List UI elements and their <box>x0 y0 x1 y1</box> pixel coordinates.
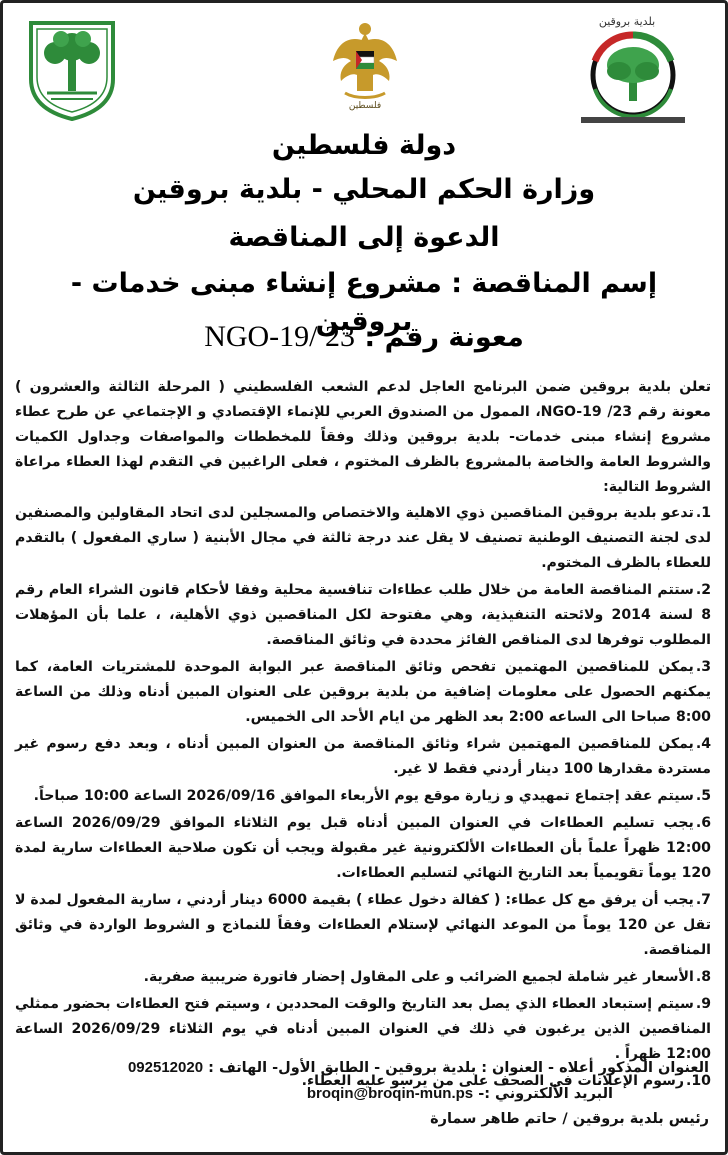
clauses-list <box>15 501 711 1094</box>
announcement-body <box>15 375 711 1096</box>
clause-item <box>15 965 711 990</box>
clause-text: رسوم الإعلانات في الصحف على من يرسو عليه العطاء. <box>301 1073 685 1089</box>
aid-label: معونة رقم : <box>364 322 524 353</box>
clause-item <box>15 655 711 730</box>
clause-number: 5. <box>695 788 711 804</box>
aid-number-line <box>23 317 705 365</box>
clause-text: سيتم عقد إجتماع تمهيدي و زيارة موقع يوم الأربعاء الموافق 2026/09/16 الساعة 10:00 صباحاً. <box>33 788 694 804</box>
clause-text: يجب تسليم العطاءات في العنوان المبين أدناه قبل يوم الثلاثاء الموافق 2026/09/29 الساعة 12:00 ظهراً علماً بأن العطاءات الألكترونية غير مقبولة ويجب أن تكون صلاحية العطاءات سارية لمدة 120 يوماً تقويمياً بعد التاريخ النهائي لتسليم العطاءات. <box>15 815 711 881</box>
clause-number: 3. <box>695 659 711 675</box>
clause-number: 2. <box>695 582 711 598</box>
clause-number: 9. <box>695 996 711 1012</box>
tender-name-title: إسم المناقصة : مشروع إنشاء مبنى خدمات - بروقين <box>70 268 658 337</box>
clause-text: سيتم إستبعاد العطاء الذي يصل بعد التاريخ والوقت المحددين ، وسيتم فتح العطاءات بحضور ممثلي المناقصين الذين يرغبون في ذلك في العنوان المبين أدناه في يوم الثلاثاء 2026/09/29 الساعة 12:00 ظهراً . <box>15 996 711 1062</box>
broqin-municipality-logo <box>573 17 693 125</box>
signature-line: رئيس بلدية بروقين / حاتم طاهر سمارة <box>430 1111 709 1127</box>
email-label: البريد الألكتروني :- <box>478 1086 613 1102</box>
palestine-eagle-logo <box>329 17 401 111</box>
ministry-title: وزارة الحكم المحلي - بلدية بروقين <box>132 174 596 205</box>
intro-paragraph: تعلن بلدية بروقين ضمن البرنامج العاجل لدعم الشعب الفلسطيني ( المرحلة الثالثة والعشرون ) معونة رقم NGO-19 /23، الممول من الصندوق العربي للإنماء الإقتصادي و الإجتماعي عن طرح عطاء مشروع إنشاء مبنى خدمات- بلدية بروقين وذلك وفقاً للمخططات والمواصفات وجداول الكميات والشروط العامة والخاصة بالمشروع بالظرف المختوم ، فعلى الراغبين في التقدم لهذا العطاء مراعاة الشروط التالية: <box>15 379 711 495</box>
clause-item <box>15 501 711 576</box>
eagle-emblem-icon <box>329 17 401 111</box>
address-line <box>19 1055 709 1081</box>
municipality-emblem-logo <box>25 17 119 123</box>
clause-text: تدعو بلدية بروقين المناقصين ذوي الاهلية والاختصاص والمسجلين لدى اتحاد المقاولين والمصنفين لدى لجنة التصنيف الوطنية تصنيف لا يقل عند درجة ثالثة في مجال الأبنية ( ساري المفعول ) بالتقدم للعطاء بالظرف المختوم. <box>15 505 711 571</box>
aid-number: NGO-19/ 23 <box>204 320 356 353</box>
clause-number: 4. <box>695 736 711 752</box>
email-address: broqin@broqin-mun.ps <box>306 1085 474 1102</box>
invitation-title: الدعوة إلى المناقصة <box>228 222 500 253</box>
emblem-caption: فلسطين <box>348 101 382 111</box>
clause-number: 8. <box>695 969 711 985</box>
tree-circle-logo-icon <box>573 17 693 125</box>
clause-item <box>15 732 711 782</box>
clause-number: 10. <box>686 1073 711 1089</box>
address-text: العنوان المذكور أعلاه - العنوان : بلدية بروقين - الطابق الأول- الهاتف : <box>208 1060 709 1076</box>
clause-item <box>15 784 711 809</box>
clause-text: ستتم المناقصة العامة من خلال طلب عطاءات تنافسية محلية وفقا لأحكام قانون الشراء العام رقم 8 لسنة 2014 ولائحته التنفيذية، وهي مفتوحة لكل المناقصين ذوي الأهلية، ، علما بأن المؤهلات المطلوب توفرها لدى المناقص الفائز محددة في وثائق المناقصة. <box>15 582 711 648</box>
clause-item <box>15 811 711 886</box>
email-line <box>19 1081 709 1107</box>
clause-text: الأسعار غير شاملة لجميع الضرائب و على المقاول إحضار فاتورة ضريبية صفرية. <box>143 969 694 985</box>
clause-item <box>15 578 711 653</box>
state-title: دولة فلسطين <box>271 130 457 161</box>
announcement-headings <box>23 127 705 365</box>
logo-caption: بلدية بروقين <box>598 15 656 28</box>
clause-number: 6. <box>695 815 711 831</box>
clause-number: 1. <box>695 505 711 521</box>
clause-text: يمكن للمناقصين المهتمين شراء وثائق المناقصة من العنوان المبين أدناه ، وبعد دفع رسوم غير مستردة مقدارها 100 دينار أردني فقط لا غير. <box>15 736 711 777</box>
municipality-emblem-icon <box>25 17 119 123</box>
clause-text: يمكن للمناقصين المهتمين تفحص وثائق المناقصة عبر البوابة الموحدة للمشتريات العامة، كما يمكنهم الحصول على معلومات إضافية من بلدية بروقين على العنوان المبين أدناه وذلك من الساعة 8:00 صباحا الى الساعه 2:00 بعد الظهر من ايام الأحد الى الخميس. <box>15 659 711 725</box>
clause-text: يجب أن يرفق مع كل عطاء: ( كفالة دخول عطاء ) بقيمة 6000 دينار أردني ، سارية المفعول لمدة لا تقل عن 120 يوماً من الموعد النهائي لإستلام العطاءات وفقاً للنماذج و الشروط الواردة في وثائق المناقصة. <box>15 892 711 958</box>
clause-item <box>15 888 711 963</box>
contact-footer <box>19 1055 709 1132</box>
phone-number: 092512020 <box>127 1059 204 1076</box>
clause-number: 7. <box>695 892 711 908</box>
